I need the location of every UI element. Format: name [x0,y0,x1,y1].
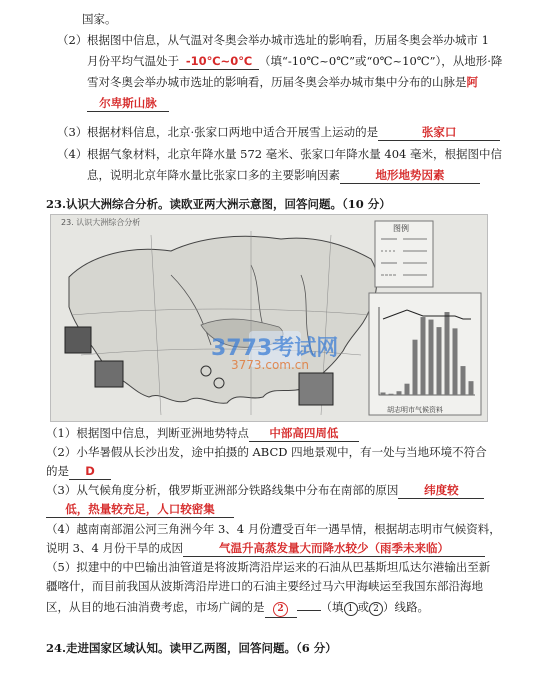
option-2: 2 [369,602,383,616]
answer-mountain-2: 尔卑斯山脉 [99,96,157,110]
q22-3-number: （3） [57,125,88,139]
q23-5-c: 区，从目的地石油消费考虑，市场广阔的是 2 （填 1 或 2 ）线路。 [46,599,429,618]
q22-2-line-a: 根据图中信息，从气温对冬奥会举办城市选址的影响看，历届冬奥会举办城市 1 [87,33,489,47]
precip-bar [389,394,394,395]
answer-route: 2 [273,602,288,617]
precip-bar [381,392,386,395]
precip-bar [437,327,442,395]
q23-3-a: （3）从气候角度分析，俄罗斯亚洲部分铁路线集中分布在南部的原因 纬度较 [46,482,484,499]
precip-bar [405,384,410,395]
q22-4-number: （4） [57,147,88,161]
q24-header: 24.走进国家区域认知。读甲乙两图，回答问题。（6 分） [46,641,337,655]
option-1: 1 [344,602,358,616]
q23-2-b: 的是 D [46,463,111,480]
q22-line-0: 国家。 [82,12,117,26]
precip-bar [413,340,418,395]
q22-2-line-b: 月份平均气温处于 -10℃~0℃ （填“-10℃~0℃”或“0℃~10℃”），从地形·降 [87,54,503,68]
answer-ski-site: 张家口 [421,125,457,139]
precip-bar [429,320,434,395]
eurasia-map-svg [51,215,487,421]
answer-railway-2: 低，热量较充足，人口较密集 [65,502,215,516]
answer-precip-factor: 地形地势因素 [375,168,445,182]
precip-bar [461,366,466,395]
answer-terrain: 中部高四周低 [269,426,339,440]
q23-2-a: （2）小华暑假从长沙出发，途中拍摄的 ABCD 四地景观中，有一处与当地环境不符合 [46,445,487,459]
photo-a [65,327,91,353]
answer-temperature-range: -10℃~0℃ [185,54,253,68]
photo-c [299,373,333,405]
answer-railway-1: 纬度较 [424,483,459,497]
precip-bar [453,328,458,395]
answer-photo: D [85,464,95,478]
watermark-text-1: 3773考试网 [211,336,339,361]
precip-bar [421,317,426,395]
q22-2-number: （2） [57,33,88,47]
q23-4-a: （4）越南南部湄公河三角洲今年 3、4 月份遭受百年一遇旱情，根据胡志明市气候资料， [46,522,501,536]
q22-2-line-c: 雪对冬奥会举办城市选址的影响看，历届冬奥会举办城市集中分布的山脉是阿 [87,75,478,89]
answer-drought: 气温升高蒸发量大而降水较少（雨季未来临） [218,541,449,555]
q22-2-line-d [87,95,169,112]
answer-mountain-1: 阿 [466,75,478,89]
q22-4-line-a: 根据气象材料，北京年降水量 572 毫米、张家口年降水量 404 毫米，根据图中信 [87,147,503,161]
eurasia-map-figure [50,214,488,422]
q23-1: （1）根据图中信息，判断亚洲地势特点 中部高四周低 [46,425,359,442]
q22-3-line: 根据材料信息，北京·张家口两地中适合开展雪上运动的是 张家口 [87,124,500,141]
q23-4-b: 说明 3、4 月份干旱的成因 气温升高蒸发量大而降水较少（雨季未来临） [46,540,485,557]
photo-b [95,361,123,387]
q23-header: 23.认识大洲综合分析。读欧亚两大洲示意图，回答问题。（10 分） [46,197,391,211]
chart-caption: 胡志明市气候资料 [387,406,443,414]
legend-title: 图例 [393,224,409,233]
q23-5-a: （5）拟建中的中巴输出油管道是将波斯湾沿岸运来的石油从巴基斯坦瓜达尔港输出至新 [46,560,491,574]
precip-bar [445,312,450,395]
q23-3-b [46,501,234,518]
precip-bar [469,381,474,395]
q23-5-b: 疆喀什，而目前我国从波斯湾沿岸进口的石油主要经过马六甲海峡运至我国东部沿海地 [46,579,483,593]
q22-4-line-b: 息，说明北京年降水量比张家口多的主要影响因素 地形地势因素 [87,167,480,184]
precip-bar [397,391,402,395]
watermark-text-2: 3773.com.cn [231,358,309,372]
map-title: 23. 认识大洲综合分析 [61,218,141,227]
